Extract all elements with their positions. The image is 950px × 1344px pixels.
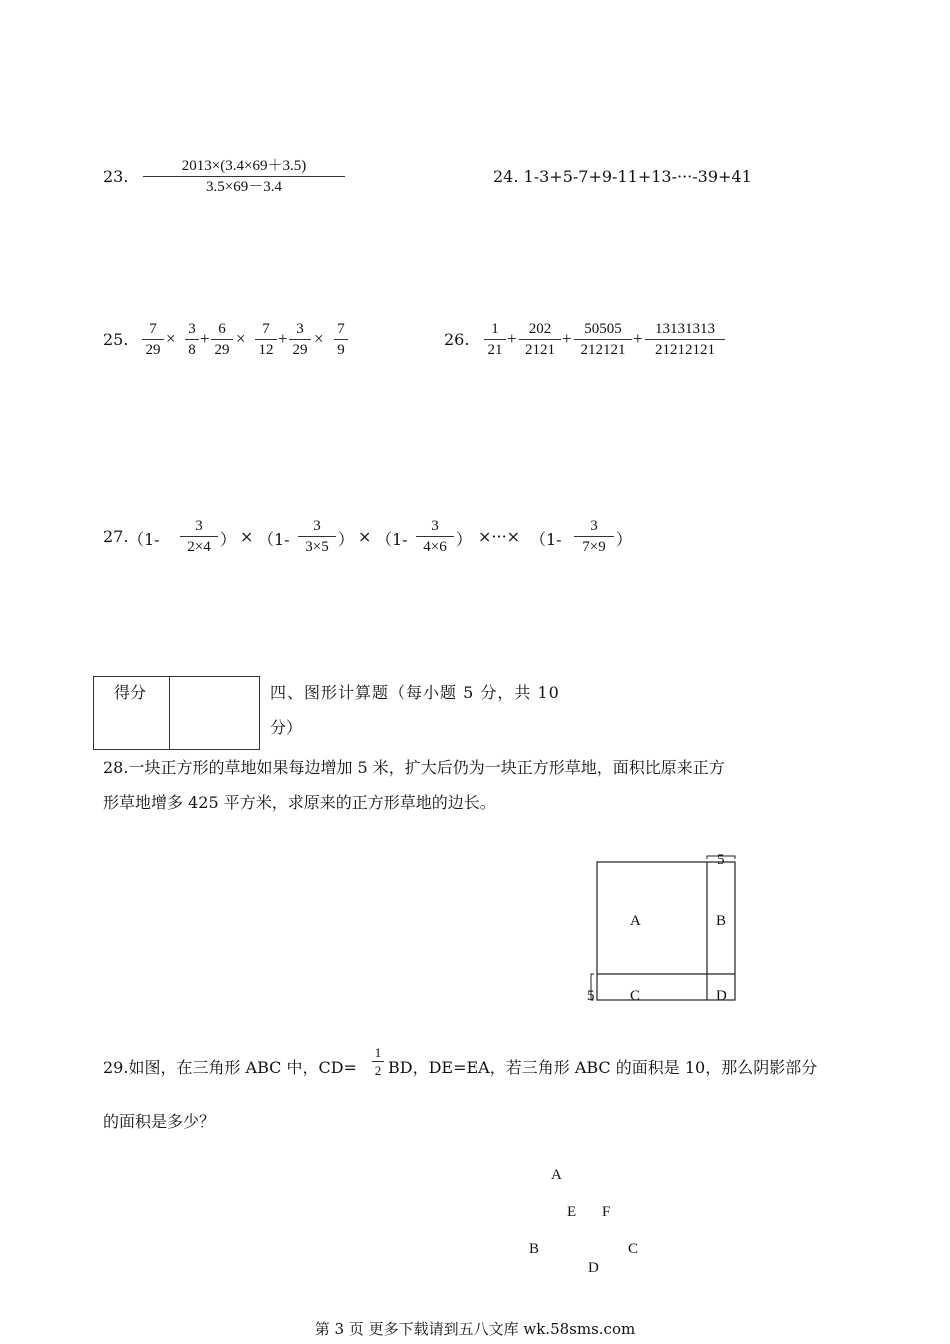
denominator: 3×5 (305, 539, 329, 555)
page-footer: 第 3 页 更多下载请到五八文库 wk.58sms.com (314, 1320, 636, 1338)
q23-numerator: 2013×(3.4×69＋3.5) (181, 158, 307, 174)
denominator: 2121 (525, 342, 555, 358)
denominator: 8 (188, 342, 196, 358)
denominator: 29 (214, 342, 230, 358)
fraction-bar (645, 339, 725, 340)
q25-frac-6 (334, 320, 348, 359)
q27-open-4: （1- (530, 530, 562, 549)
denominator: 9 (337, 342, 345, 358)
fraction-bar (289, 339, 311, 340)
fraction-bar (142, 339, 164, 340)
q29-label-c: C (628, 1241, 639, 1257)
q26-frac-4 (645, 320, 725, 359)
q28-label-c: C (630, 988, 641, 1004)
numerator: 3 (296, 321, 304, 337)
q26-op-3: + (633, 329, 643, 348)
q27-number: 27. (103, 527, 129, 546)
numerator: 3 (188, 321, 196, 337)
numerator: 1 (374, 1045, 382, 1060)
q26-frac-2 (519, 320, 561, 359)
fraction-bar (185, 339, 199, 340)
q26-frac-1 (484, 320, 506, 359)
numerator: 202 (528, 321, 552, 337)
denominator: 21212121 (655, 342, 715, 358)
denominator: 4×6 (423, 539, 447, 555)
fraction-bar (574, 339, 632, 340)
section-title-cont: 分） (270, 718, 303, 737)
denominator: 12 (258, 342, 274, 358)
q25-frac-4 (255, 320, 277, 359)
q28-label-b: B (716, 913, 727, 929)
q28-dim-left: 5 (587, 988, 595, 1004)
q27-open-3: （1- (376, 530, 408, 549)
denominator: 7×9 (582, 539, 606, 555)
denominator: 2 (374, 1063, 382, 1078)
fraction-bar (255, 339, 277, 340)
q25-op-5: × (314, 329, 324, 348)
q25-op-3: × (236, 329, 246, 348)
outer-square (597, 862, 735, 1000)
q29-label-e: E (567, 1204, 577, 1220)
fraction-bar (180, 536, 218, 537)
q28-line-1: 28.一块正方形的草地如果每边增加 5 米，扩大后仍为一块正方形草地，面积比原来正方 (103, 758, 725, 777)
denominator: 212121 (580, 342, 626, 358)
q26-frac-3 (574, 320, 632, 359)
q27-open-1: （1- (128, 530, 160, 549)
score-box-divider (169, 677, 170, 749)
q26-op-2: + (562, 329, 572, 348)
q23-fraction (143, 157, 345, 196)
q25-frac-5 (289, 320, 311, 359)
q26-number: 26. (444, 330, 470, 349)
q26-op-1: + (507, 329, 517, 348)
fraction-bar (298, 536, 336, 537)
q29-fraction (372, 1045, 384, 1078)
q27-close-4: ） (616, 530, 633, 549)
score-label: 得分 (114, 683, 147, 702)
q25-op-4: + (278, 329, 288, 348)
numerator: 3 (590, 518, 598, 534)
fraction-bar (334, 339, 348, 340)
q29-label-f: F (602, 1204, 611, 1220)
q27-frac-3 (416, 517, 454, 556)
numerator: 50505 (584, 321, 622, 337)
q27-open-2: （1- (258, 530, 290, 549)
q25-op-2: + (200, 329, 210, 348)
q27-times-2: × (358, 527, 372, 546)
q25-frac-2 (185, 320, 199, 359)
q28-line-2: 形草地增多 425 平方米，求原来的正方形草地的边长。 (103, 793, 496, 812)
fraction-bar (519, 339, 561, 340)
q25-frac-3 (211, 320, 233, 359)
numerator: 1 (491, 321, 499, 337)
fraction-bar (143, 176, 345, 177)
numerator: 6 (218, 321, 226, 337)
numerator: 13131313 (655, 321, 715, 337)
q28-square-figure (580, 850, 750, 1010)
numerator: 7 (149, 321, 157, 337)
score-box (93, 676, 260, 750)
q27-frac-4 (574, 517, 614, 556)
q25-number: 25. (103, 330, 129, 349)
denominator: 29 (292, 342, 308, 358)
q29-line-1-suffix: BD，DE=EA，若三角形 ABC 的面积是 10，那么阴影部分 (388, 1058, 818, 1077)
numerator: 7 (262, 321, 270, 337)
denominator: 2×4 (187, 539, 211, 555)
fraction-bar (484, 339, 506, 340)
section-title: 四、图形计算题（每小题 5 分，共 10 (270, 683, 560, 702)
denominator: 29 (145, 342, 161, 358)
numerator: 3 (195, 518, 203, 534)
q28-label-a: A (630, 913, 641, 929)
q27-times-1: × (240, 527, 254, 546)
q28-dim-top: 5 (717, 852, 725, 868)
fraction-bar (211, 339, 233, 340)
q23-denominator: 3.5×69－3.4 (206, 179, 282, 195)
q28-label-d: D (716, 988, 727, 1004)
q27-frac-1 (180, 517, 218, 556)
q25-op-1: × (166, 329, 176, 348)
q27-close-1: ） (220, 530, 237, 549)
q27-close-3: ） (456, 530, 473, 549)
q29-label-d: D (588, 1260, 599, 1276)
numerator: 3 (313, 518, 321, 534)
q29-label-b: B (529, 1241, 540, 1257)
q25-frac-1 (142, 320, 164, 359)
q24-expression: 24. 1-3+5-7+9-11+13-···-39+41 (493, 167, 752, 186)
numerator: 3 (431, 518, 439, 534)
fraction-bar (416, 536, 454, 537)
fraction-bar (372, 1061, 384, 1062)
denominator: 21 (487, 342, 503, 358)
numerator: 7 (337, 321, 345, 337)
fraction-bar (574, 536, 614, 537)
q27-frac-2 (298, 517, 336, 556)
q29-line-1-prefix: 29.如图，在三角形 ABC 中，CD= (103, 1058, 357, 1077)
q29-line-2: 的面积是多少？ (103, 1112, 216, 1131)
q27-close-2: ） (338, 530, 355, 549)
q27-ellipsis-times: ×···× (478, 527, 521, 546)
q29-label-a: A (551, 1167, 562, 1183)
q23-number: 23. (103, 167, 129, 186)
